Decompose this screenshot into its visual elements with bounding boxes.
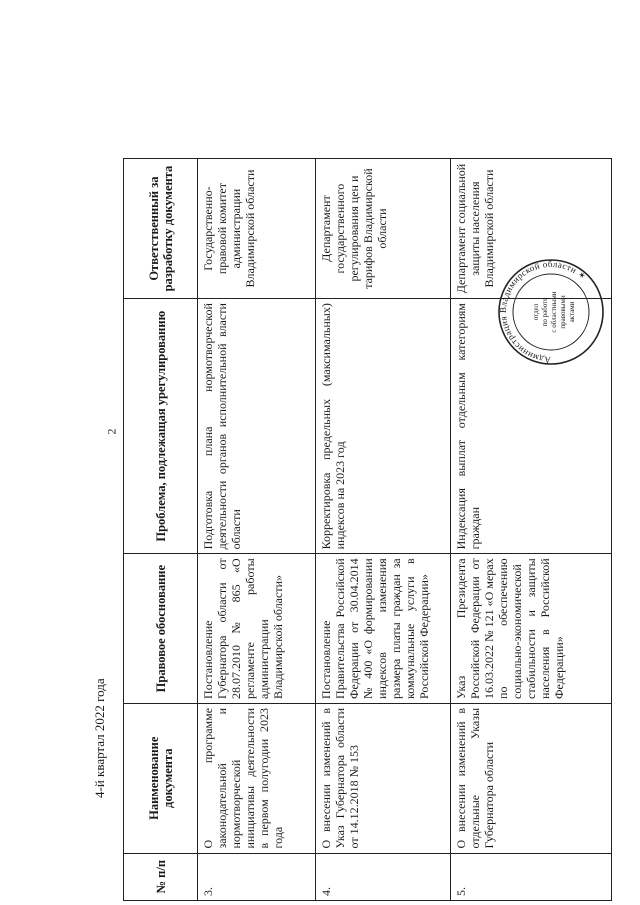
header-document-name: Наименование документа <box>124 703 198 853</box>
header-num: № п/п <box>124 853 198 900</box>
svg-text:с областными: с областными <box>550 291 558 333</box>
row-legal-basis: Постановление Губернатора области от 28.07.2010 № 865 «О регламенте работы администрации Владимирской области» <box>198 554 316 704</box>
row-num: 4. <box>316 853 451 900</box>
header-legal-basis: Правовое обоснование <box>124 554 198 704</box>
row-responsible: Государственно-правовой комитет администрации Владимирской области <box>198 159 316 299</box>
svg-text:по работе: по работе <box>541 297 549 327</box>
table-row <box>198 159 316 901</box>
row-legal-basis: Указ Президента Российской Федерации от 16.03.2022 № 121 «О мерах по обеспечению социально-экономической стабильности и защиты населения в Российской Федерации» <box>451 554 612 704</box>
row-document-name: О внесении изменений в отдельные Указы Губернатора области <box>451 703 612 853</box>
header-problem: Проблема, подлежащая урегулированию <box>124 299 198 554</box>
row-num: 3. <box>198 853 316 900</box>
header-responsible: Ответственный за разработку документа <box>124 159 198 299</box>
row-legal-basis: Постановление Правительства Российской Федерации от 30.04.2014 № 400 «О формировании индексов изменения размера платы граждан за коммунальные услуги в Российской Федерации» <box>316 554 451 704</box>
row-responsible: Департамент государственного регулирования цен и тарифов Владимирской области <box>316 159 451 299</box>
row-document-name: О программе законодательной и нормотворческой инициативы деятельности в первом полугодии 2023 года <box>198 703 316 853</box>
official-seal-stamp <box>496 257 606 367</box>
svg-text:актами: актами <box>568 301 576 323</box>
table-header-row <box>124 159 198 901</box>
row-document-name: О внесении изменений в Указ Губернатора области от 14.12.2018 № 153 <box>316 703 451 853</box>
svg-text:отдел: отдел <box>532 303 540 321</box>
svg-text:правовыми: правовыми <box>559 295 567 329</box>
row-responsible: Департамент социальной защиты населения Владимирской области <box>451 159 612 299</box>
page-number: 2 <box>104 428 119 435</box>
row-problem: Подготовка плана нормотворческой деятельности органов исполнительной власти области <box>198 299 316 554</box>
row-problem: Индексация выплат отдельным категориям граждан <box>451 299 612 554</box>
quarter-title: 4-й квартал 2022 года <box>92 678 107 798</box>
table-row <box>316 159 451 901</box>
row-problem: Корректировка предельных (максимальных) индексов на 2023 год <box>316 299 451 554</box>
row-num: 5. <box>451 853 612 900</box>
rotated-table-sheet <box>123 0 611 901</box>
svg-text:Администрация Владимирской обл: Администрация Владимирской области ✶ <box>497 258 589 366</box>
